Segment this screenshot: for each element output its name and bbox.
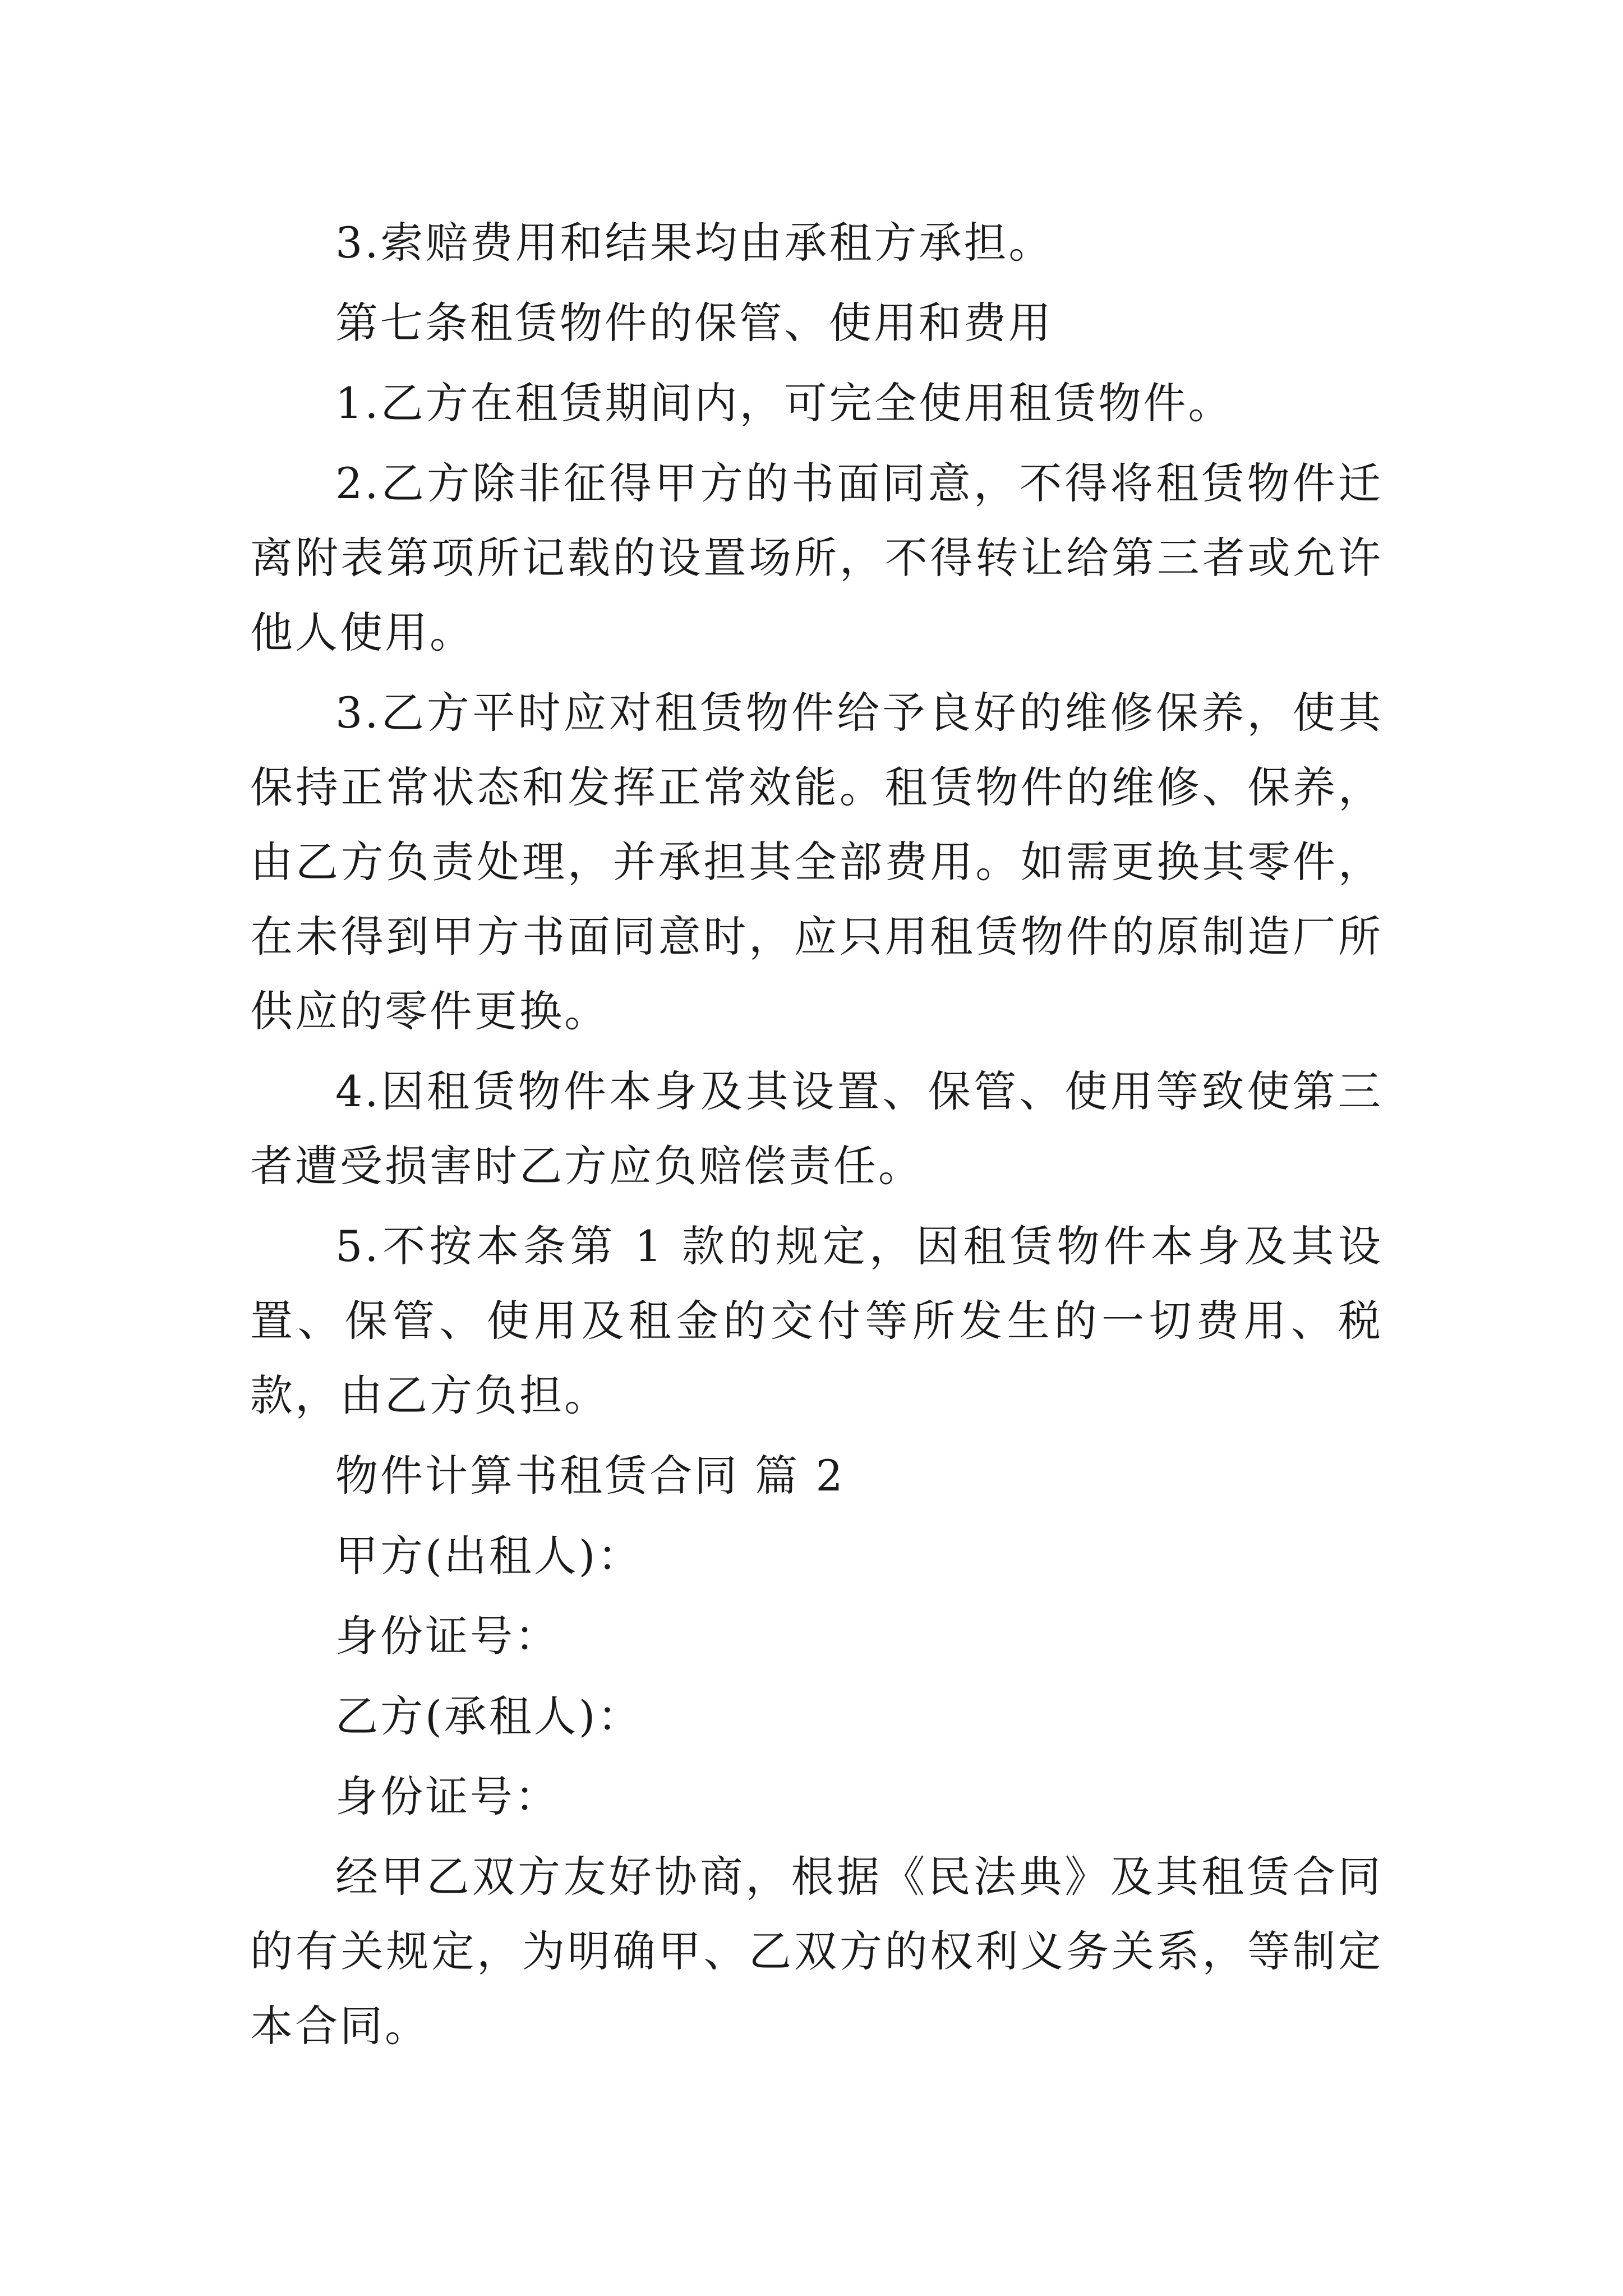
document-body (250, 205, 1383, 2063)
paragraph-contract-2-title: 物件计算书租赁合同 篇 2 (335, 1451, 845, 1501)
paragraph-article-7-item-3: 3.乙方平时应对租赁物件给予良好的维修保养，使其保持正常状态和发挥正常效能。租赁物件的维修、保养，由乙方负责处理，并承担其全部费用。如需更换其零件，在未得到甲方书面同意时，应只用租赁物件的原制造厂所供应的零件更换。 (250, 688, 1383, 1036)
paragraph-party-a: 甲方(出租人)： (335, 1531, 643, 1581)
paragraph-article-7-item-5: 5.不按本条第 1 款的规定，因租赁物件本身及其设置、保管、使用及租金的交付等所发生的一切费用、税款，由乙方负担。 (250, 1221, 1383, 1420)
paragraph-claim-costs: 3.索赔费用和结果均由承租方承担。 (335, 218, 1054, 268)
paragraph-party-a-id: 身份证号： (335, 1611, 560, 1661)
paragraph-party-b: 乙方(承租人)： (335, 1691, 643, 1741)
paragraph-article-7-item-1: 1.乙方在租赁期间内，可完全使用租赁物件。 (335, 378, 1233, 428)
paragraph-article-7-item-4: 4.因租赁物件本身及其设置、保管、使用等致使第三者遭受损害时乙方应负赔偿责任。 (250, 1066, 1383, 1191)
paragraph-party-b-id: 身份证号： (335, 1772, 560, 1821)
paragraph-article-7-item-2: 2.乙方除非征得甲方的书面同意，不得将租赁物件迁离附表第项所记载的设置场所，不得转让给第三者或允许他人使用。 (250, 458, 1383, 657)
paragraph-article-7-heading: 第七条租赁物件的保管、使用和费用 (335, 298, 1053, 348)
paragraph-preamble: 经甲乙双方友好协商，根据《民法典》及其租赁合同的有关规定，为明确甲、乙双方的权利义务关系，等制定本合同。 (250, 1852, 1383, 2051)
